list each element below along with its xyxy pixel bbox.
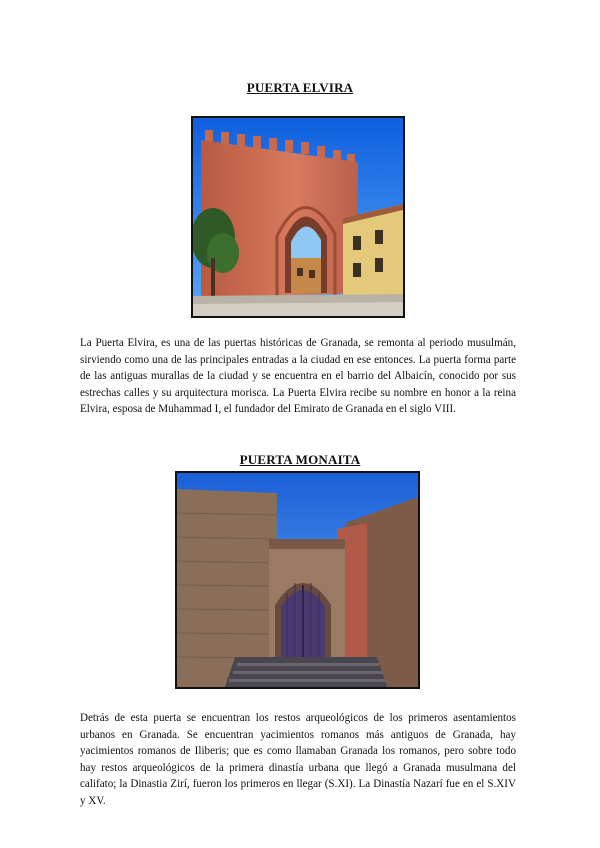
paragraph-puerta-monaita: Detrás de esta puerta se encuentran los restos arqueológicos de los primeros asentamientos urbanos en Granada. Se encuentran yacimientos romanos más antiguos de Granada, hay yacimientos romanos de Iliberis; que es como llamaban Granada los romanos, pero sobre todo hay restos arqueológicos de la primera dinastía urbana que llegó a Granada musulmana del califato; la Dinastia Zirí, fueron los primeros en llegar (S.XI). La Dinastía Nazarí fue en el S.XIV y XV. bbox=[80, 712, 516, 807]
paragraph-puerta-elvira: La Puerta Elvira, es una de las puertas históricas de Granada, se remonta al periodo musulmán, sirviendo como una de las principales entradas a la ciudad en ese entonces. La puerta forma parte de las antiguas murallas de la ciudad y se encuentra en el barrio del Albaicín, conocido por sus estrechas calles y su arquitectura morisca. La Puerta Elvira recibe su nombre en honor a la reina Elvira, esposa de Muhammad I, el fundador del Emirato de Granada en el siglo VIII. bbox=[80, 337, 516, 416]
photo-puerta-elvira bbox=[191, 116, 405, 318]
title-puerta-monaita: PUERTA MONAITA bbox=[239, 452, 361, 467]
photo-puerta-monaita bbox=[175, 471, 420, 689]
title-puerta-elvira: PUERTA ELVIRA bbox=[246, 80, 354, 95]
